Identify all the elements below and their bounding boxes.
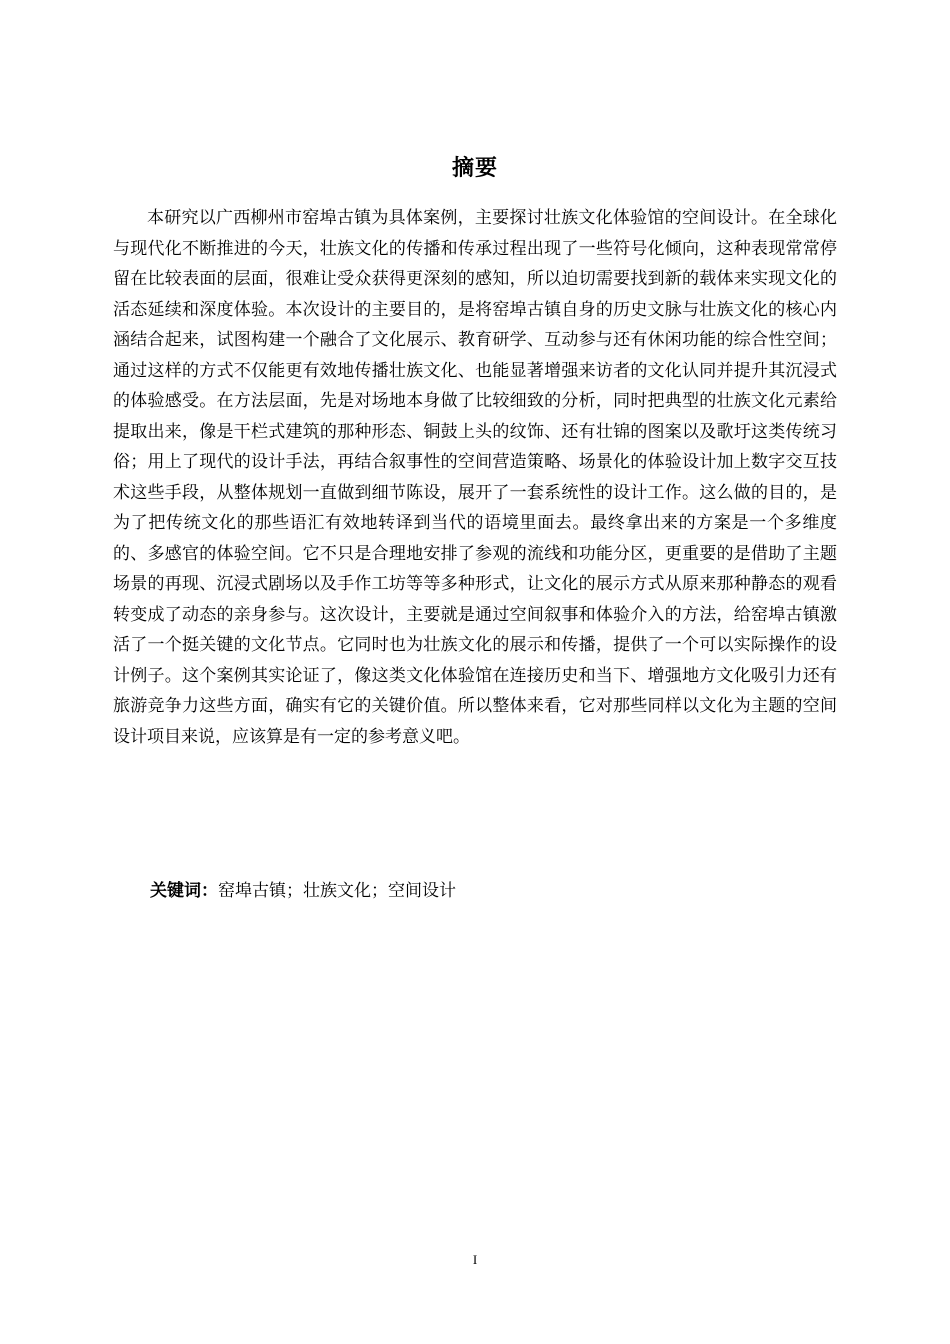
- keywords-line: [150, 876, 830, 906]
- page-title: 摘要: [451, 156, 498, 181]
- abstract-paragraph: 本研究以广西柳州市窑埠古镇为具体案例，主要探讨壮族文化体验馆的空间设计。在全球化与现代化不断推进的今天，壮族文化的传播和传承过程出现了一些符号化倾向，这种表现常常停留在比较表面的层面，很难让受众获得更深刻的感知，所以迫切需要找到新的载体来实现文化的活态延续和深度体验。本次设计的主要目的，是将窑埠古镇自身的历史文脉与壮族文化的核心内涵结合起来，试图构建一个融合了文化展示、教育研学、互动参与还有休闲功能的综合性空间；通过这样的方式不仅能更有效地传播壮族文化、也能显著增强来访者的文化认同并提升其沉浸式的体验感受。在方法层面，先是对场地本身做了比较细致的分析，同时把典型的壮族文化元素给提取出来，像是干栏式建筑的那种形态、铜鼓上头的纹饰、还有壮锦的图案以及歌圩这类传统习俗；用上了现代的设计手法，再结合叙事性的空间营造策略、场景化的体验设计加上数字交互技术这些手段，从整体规划一直做到细节陈设，展开了一套系统性的设计工作。这么做的目的，是为了把传统文化的那些语汇有效地转译到当代的语境里面去。最终拿出来的方案是一个多维度的、多感官的体验空间。它不只是合理地安排了参观的流线和功能分区，更重要的是借助了主题场景的再现、沉浸式剧场以及手作工坊等等多种形式，让文化的展示方式从原来那种静态的观看转变成了动态的亲身参与。这次设计，主要就是通过空间叙事和体验介入的方法，给窑埠古镇激活了一个挺关键的文化节点。它同时也为壮族文化的展示和传播，提供了一个可以实际操作的设计例子。这个案例其实论证了，像这类文化体验馆在连接历史和当下、增强地方文化吸引力还有旅游竞争力这些方面，确实有它的关键价值。所以整体来看，它对那些同样以文化为主题的空间设计项目来说，应该算是有一定的参考意义吧。: [113, 208, 837, 747]
- keywords-label: 关键词：: [150, 881, 218, 901]
- keywords-value: 窑埠古镇；壮族文化；空间设计: [218, 881, 456, 901]
- page-number: I: [472, 1252, 478, 1267]
